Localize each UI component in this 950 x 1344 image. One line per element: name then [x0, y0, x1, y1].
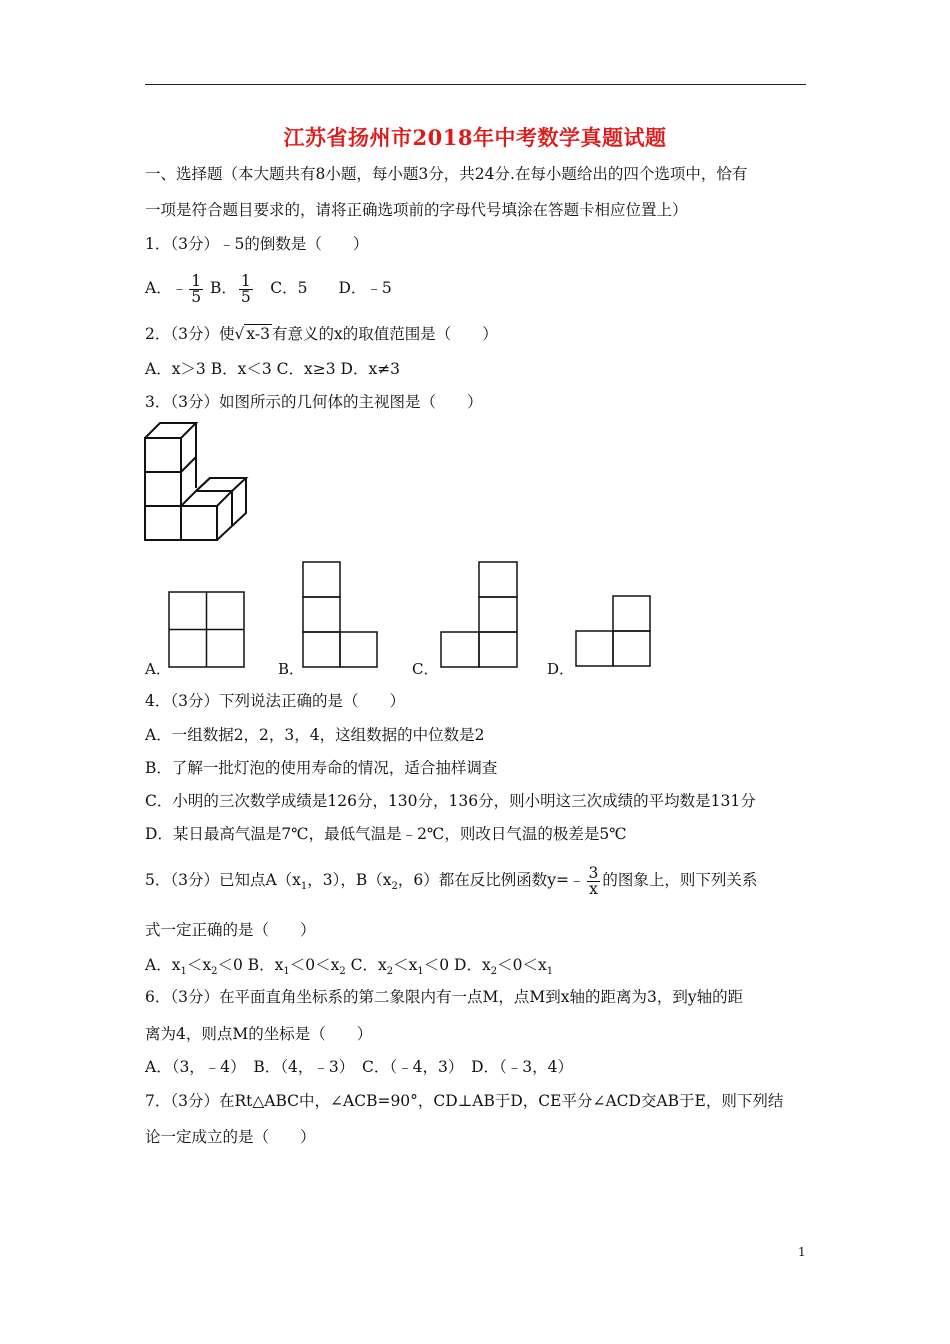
q3-option-a-figure — [168, 591, 246, 669]
q5-stem: 5．（3分）已知点$A(x_1$，3），$B(x_2$，6）都在反比例函数y=﹣ $\frac{3}{x}$ 的图象上，则下列关系 — [145, 863, 758, 898]
q7-stem-line2: 论一定成立的是（ ） — [145, 1128, 316, 1146]
q4-option-d: D．某日最高气温是7℃，最低气温是﹣2℃，则改日气温的极差是5℃ — [145, 825, 627, 843]
section-heading-line1: 一、选择题（本大题共有8小题，每小题3分，共24分.在每小题给出的四个选项中，恰有 — [145, 165, 748, 183]
q1-rest: C．5 D．﹣5 — [254, 279, 392, 297]
q1-stem: 1．（3分）﹣5的倒数是（ ） — [145, 235, 369, 253]
q1-a-fraction: $\frac{1}{5}$ — [191, 271, 202, 306]
q4-option-b: B．了解一批灯泡的使用寿命的情况，适合抽样调查 — [145, 759, 498, 777]
q5-stem-line2: 式一定正确的是（ ） — [145, 921, 316, 939]
page-number: 1 — [798, 1245, 806, 1259]
q6-stem-line1: 6．（3分）在平面直角坐标系的第二象限内有一点M，点M到x轴的距离为3，到y轴的距 — [145, 988, 744, 1006]
q3-option-d-figure — [575, 595, 653, 669]
q4-option-c: C．小明的三次数学成绩是126分，130分，136分，则小明这三次成绩的平均数是131分 — [145, 792, 756, 810]
q7-stem-line1: 7．（3分）在Rt△ABC中，∠ACB=90°，CD⊥AB于D，CE平分∠ACD交AB于E，则下列结 — [145, 1092, 784, 1110]
sqrt-symbol: √ — [234, 325, 245, 343]
q1-options — [145, 270, 392, 306]
q3-option-d-label: D． — [547, 660, 575, 678]
q2-stem: 2．（3分）使√ x-3 有意义的x的取值范围是（ ） — [145, 325, 498, 343]
q3-option-c-figure — [440, 561, 520, 669]
q4-stem: 4．（3分）下列说法正确的是（ ） — [145, 692, 405, 710]
section-heading-line2: 一项是符合题目要求的，请将正确选项前的字母代号填涂在答题卡相应位置上） — [145, 201, 688, 219]
page-title: 江苏省扬州市2018年中考数学真题试题 — [283, 125, 667, 150]
q3-solid-figure — [140, 418, 260, 543]
q3-option-a-label: A． — [145, 660, 171, 678]
header-rule — [145, 84, 806, 85]
q1-b-fraction: $\frac{1}{5}$ — [240, 271, 251, 306]
q3-option-c-label: C． — [412, 660, 439, 678]
q5-fraction: $\frac{3}{x}$ — [588, 863, 599, 898]
q1-a-prefix: A．﹣ — [145, 279, 188, 297]
q3-stem: 3．（3分）如图所示的几何体的主视图是（ ） — [145, 393, 483, 411]
q6-options: A．（3，﹣4） B．（4，﹣3） C．（﹣4，3） D．（﹣3，4） — [145, 1058, 574, 1076]
q2-radicand: x-3 — [246, 325, 270, 343]
q5-options: A．$x_1<x_2<0$ B．$x_1<0<x_2$ C．$x_2<x_1<0$ D．$x_2<0<x_1$ — [145, 956, 554, 978]
q3-option-b-label: B． — [278, 660, 305, 678]
q6-stem-line2: 离为4，则点M的坐标是（ ） — [145, 1025, 373, 1043]
q4-option-a: A．一组数据2，2，3，4，这组数据的中位数是2 — [145, 726, 485, 744]
q1-b-prefix: B． — [205, 279, 237, 297]
q2-options: A．x＞3 B．x＜3 C．x≥3 D．x≠3 — [145, 360, 401, 378]
q3-option-b-figure — [302, 561, 380, 669]
